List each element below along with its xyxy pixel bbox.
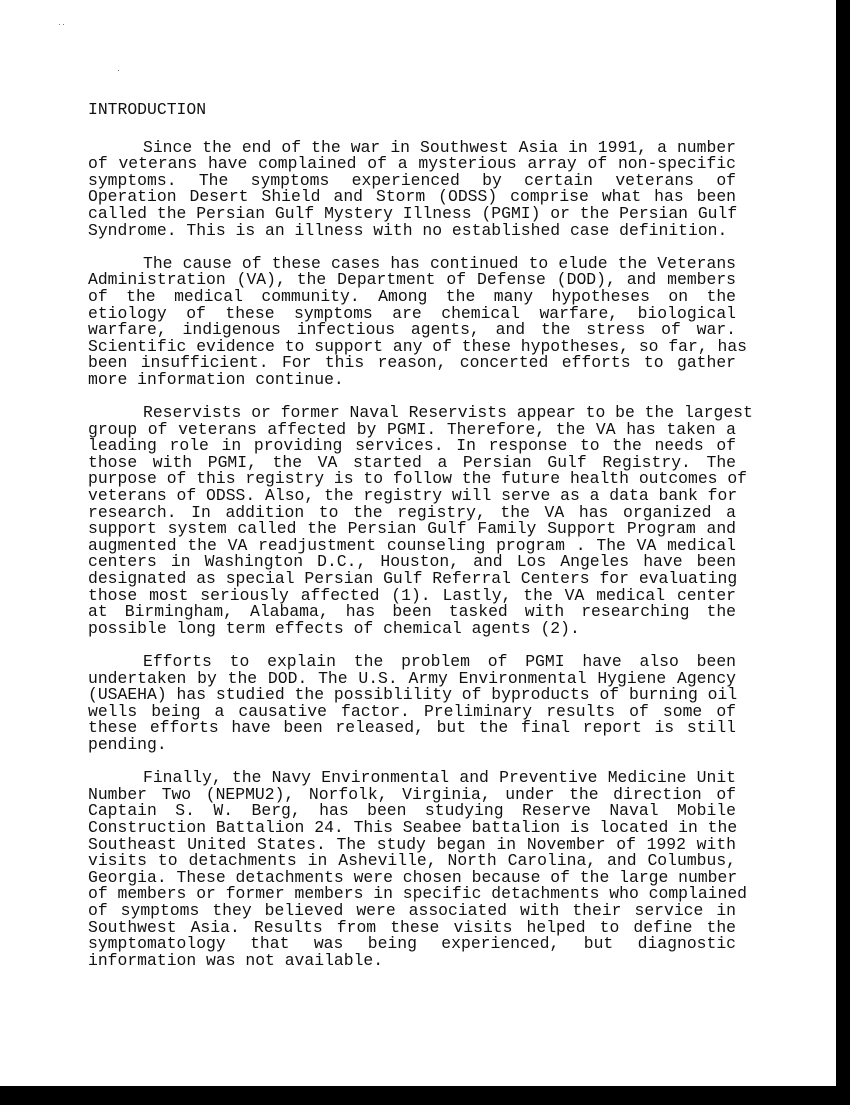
text-line: at Birmingham, Alabama, has been tasked with researching the xyxy=(88,602,736,622)
scan-border-bottom xyxy=(0,1086,850,1105)
paragraphs xyxy=(88,137,753,970)
text-line: of members or former members in specific detachments who complained xyxy=(88,884,748,904)
text-line: etiology of these symptoms are chemical warfare, biological xyxy=(88,303,736,323)
text-line: pending. xyxy=(88,734,167,754)
text-line: of veterans have complained of a mysterious array of non-specific xyxy=(88,154,736,174)
scan-speck xyxy=(59,24,60,25)
text-line: Administration (VA), the Department of Defense (DOD), and members xyxy=(88,270,736,290)
paragraph xyxy=(88,403,753,638)
text-line: Number Two (NEPMU2), Norfolk, Virginia, under the direction of xyxy=(88,784,736,804)
text-line: research. In addition to the registry, the VA has organized a xyxy=(88,502,736,522)
text-line: leading role in providing services. In response to the needs of xyxy=(88,436,736,456)
text-line: information was not available. xyxy=(88,950,384,970)
text-line: Reservists or former Naval Reservists appear to be the largest xyxy=(143,403,753,423)
scan-border-right xyxy=(836,0,850,1105)
text-line: those with PGMI, the VA started a Persian Gulf Registry. The xyxy=(88,452,736,472)
text-line: augmented the VA readjustment counseling program . The VA medical xyxy=(88,535,736,555)
text-line: support system called the Persian Gulf Family Support Program and xyxy=(88,519,736,539)
text-line: wells being a causative factor. Preliminary results of some of xyxy=(88,701,736,721)
text-line: possible long term effects of chemical agents (2). xyxy=(88,618,580,638)
text-line: Syndrome. This is an illness with no established case definition. xyxy=(88,220,728,240)
text-line: (USAEHA) has studied the possiblility of byproducts of burning oil xyxy=(88,685,738,705)
text-line: purpose of this registry is to follow the future health outcomes of xyxy=(88,469,748,489)
text-line: Since the end of the war in Southwest Asia in 1991, a number xyxy=(143,137,736,157)
text-line: undertaken by the DOD. The U.S. Army Environmental Hygiene Agency xyxy=(88,668,736,688)
text-line: group of veterans affected by PGMI. Therefore, the VA has taken a xyxy=(88,419,736,439)
text-line: Operation Desert Shield and Storm (ODSS) comprise what has been xyxy=(88,187,736,207)
text-line: of the medical community. Among the many hypotheses on the xyxy=(88,286,736,306)
text-line: Scientific evidence to support any of these hypotheses, so far, has xyxy=(88,336,748,356)
text-line: veterans of ODSS. Also, the registry will serve as a data bank for xyxy=(88,486,738,506)
text-line: Southeast United States. The study began in November of 1992 with xyxy=(88,834,736,854)
text-line: these efforts have been released, but the final report is still xyxy=(88,718,736,738)
text-line: centers in Washington D.C., Houston, and Los Angeles have been xyxy=(88,552,736,572)
document-body xyxy=(88,100,753,986)
scan-speck xyxy=(118,70,119,71)
text-line: Construction Battalion 24. This Seabee battalion is located in the xyxy=(88,817,738,837)
section-heading: INTRODUCTION xyxy=(88,100,207,119)
scan-speck xyxy=(63,24,64,25)
text-line: designated as special Persian Gulf Referral Centers for evaluating xyxy=(88,569,738,589)
text-line: Captain S. W. Berg, has been studying Reserve Naval Mobile xyxy=(88,801,736,821)
text-line: Southwest Asia. Results from these visits helped to define the xyxy=(88,917,736,937)
text-line: called the Persian Gulf Mystery Illness (PGMI) or the Persian Gulf xyxy=(88,203,738,223)
text-line: Georgia. These detachments were chosen because of the large number xyxy=(88,867,738,887)
text-line: symptomatology that was being experienced, but diagnostic xyxy=(88,934,736,954)
text-line: warfare, indigenous infectious agents, and the stress of war. xyxy=(88,320,736,340)
paragraph xyxy=(88,253,748,389)
text-line: those most seriously affected (1). Lastly, the VA medical center xyxy=(88,585,736,605)
text-line: of symptoms they believed were associated with their service in xyxy=(88,900,736,920)
text-line: The cause of these cases has continued to elude the Veterans xyxy=(143,253,736,273)
paragraph xyxy=(88,137,738,240)
text-line: more information continue. xyxy=(88,369,344,389)
text-line: been insufficient. For this reason, concerted efforts to gather xyxy=(88,353,736,373)
text-line: visits to detachments in Asheville, North Carolina, and Columbus, xyxy=(88,851,736,871)
text-line: symptoms. The symptoms experienced by certain veterans of xyxy=(88,170,736,190)
paragraph xyxy=(88,768,748,970)
paragraph xyxy=(88,654,736,754)
text-line: Efforts to explain the problem of PGMI have also been xyxy=(143,652,736,671)
text-line: Finally, the Navy Environmental and Preventive Medicine Unit xyxy=(143,768,736,788)
